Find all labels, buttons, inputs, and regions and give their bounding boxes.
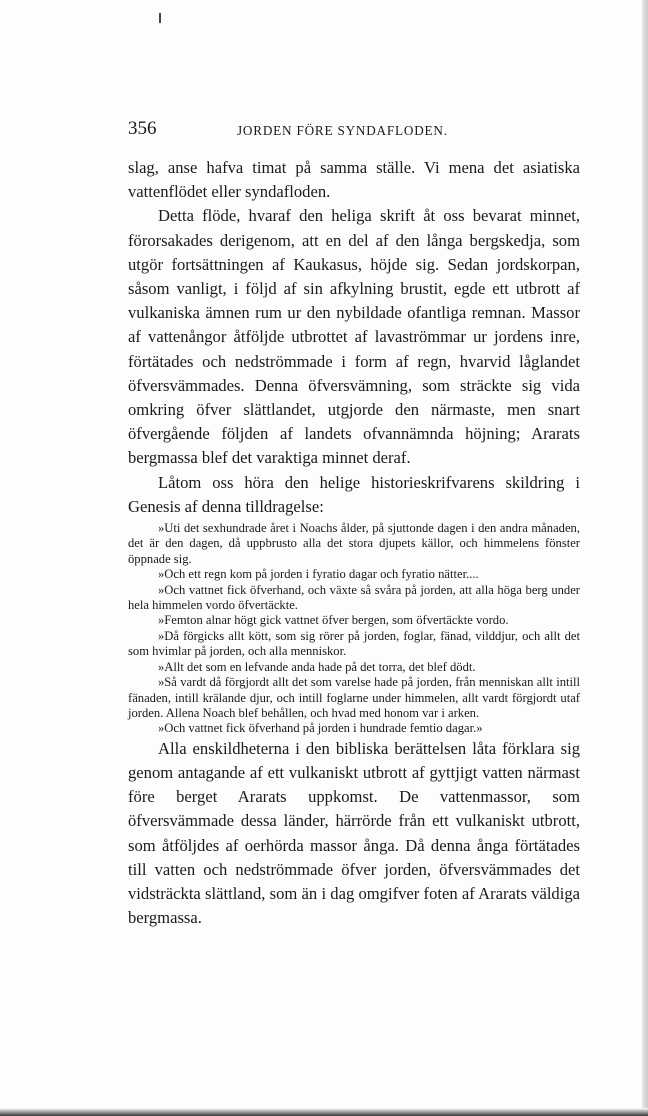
paragraph-continuation: slag, anse hafva timat på samma ställe. Vi mena det asiatiska vattenflödet eller syndafloden. <box>128 158 580 202</box>
scan-mark <box>159 13 161 23</box>
paragraph-flood-description: Detta flöde, hvaraf den heliga skrift åt oss bevarat minnet, förorsakades derigenom, att en del af den långa bergskedja, som utgör fortsättningen af Kaukasus, höjde sig. Sedan jordskorpan, såsom vanligt, i följd af sin afkylning brustit, egde ett utbrott af vulkaniska ämnen rum ur den nybildade ofantliga remnan. Massor af vattenångor åtföljde utbrottet af lavaströmmar ur jordens inre, förtätades och nedströmmade i form af regn, hvarvid låglandet öfversvämmades. Denna öfversvämning, som sträckte sig vida omkring öfver slättlandet, utgjorde den närmaste, men snart öfvergående följden af landets ofvannämnda höjning; Ararats bergmassa blef det varaktiga minnet deraf. <box>128 206 580 468</box>
paragraph-genesis-intro: Låtom oss höra den helige historieskrifvarens skildring i Genesis af denna tilldragelse: <box>128 472 580 516</box>
quote-verse: »Och vattnet fick öfverhand, och växte så svåra på jorden, att alla höga berg under hela himmelen vordo öfvertäckte. <box>128 582 580 613</box>
quote-verse: »Femton alnar högt gick vattnet öfver bergen, som öfvertäckte vordo. <box>158 613 509 628</box>
body-text <box>128 156 580 930</box>
running-title: JORDEN FÖRE SYNDAFLODEN. <box>237 123 448 138</box>
genesis-quotation <box>128 521 580 737</box>
page-number: 356 <box>128 118 157 139</box>
paragraph-conclusion: Alla enskildheterna i den bibliska berättelsen låta förklara sig genom antagande af ett vulkaniskt utbrott af gyttjigt vatten närmast före berget Ararats uppkomst. De vattenmassor, som öfversvämmade dessa länder, härrörde från ett vulkaniskt utbrott, som åtföljdes af oerhörda massor ånga. Då denna ånga förtätades till vatten och nedströmmade öfver jorden, öfversvämmades det vidsträckta slättland, som än i dag omgifver foten af Ararats väldiga bergmassa. <box>128 738 580 928</box>
page-header <box>128 118 580 144</box>
quote-verse: »Och vattnet fick öfverhand på jorden i hundrade femtio dagar.» <box>158 721 483 736</box>
page-edge-bottom <box>0 1108 648 1116</box>
quote-verse: »Så vardt då förgjordt allt det som varelse hade på jorden, från menniskan allt intill fänaden, intill krälande djur, och intill foglarne under himmelen, allt vardt förgjordt utaf jorden. Allena Noach blef behållen, och hvad med honom var i arken. <box>128 675 580 720</box>
quote-verse: »Uti det sexhundrade året i Noachs ålder, på sjuttonde dagen i den andra månaden, det är den dagen, då uppbrusto alla det stora djupets källor, och himmelens fönster öppnade sig. <box>128 521 580 566</box>
page-edge-right <box>642 0 648 1116</box>
quote-verse: »Då förgicks allt kött, som sig rörer på jorden, foglar, fänad, vilddjur, och allt det som hvimlar på jorden, och alla menniskor. <box>128 628 580 659</box>
quote-verse: »Och ett regn kom på jorden i fyratio dagar och fyratio nätter.... <box>158 567 479 582</box>
quote-verse: »Allt det som en lefvande anda hade på det torra, det blef dödt. <box>158 659 476 674</box>
